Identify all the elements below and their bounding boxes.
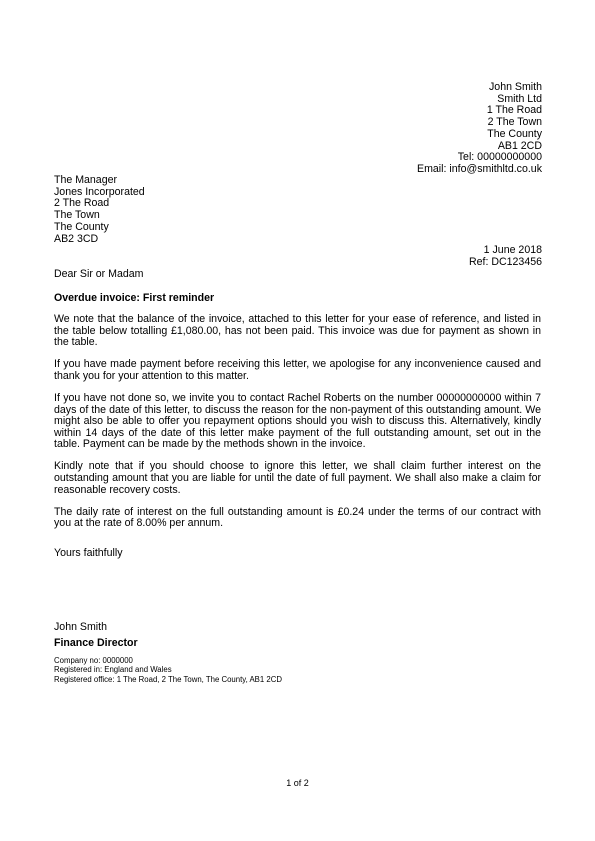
- recipient-line: The Manager: [54, 174, 118, 186]
- sender-address: [417, 82, 542, 176]
- company-registered-in: Registered in: England and Wales: [54, 665, 172, 675]
- body-paragraph: If you have made payment before receiving this letter, we apologise for any inconvenience caused and thank you for your attention to this matter.: [54, 358, 541, 382]
- sender-address-line: The County: [487, 127, 542, 140]
- sender-address-line: 2 The Town: [487, 116, 542, 129]
- company-number: Company no: 0000000: [54, 656, 133, 665]
- signer-name: John Smith: [54, 621, 107, 633]
- sender-address-line: 1 The Road: [486, 104, 542, 117]
- salutation: Dear Sir or Madam: [54, 268, 144, 280]
- recipient-line: 2 The Road: [54, 197, 110, 210]
- sender-email: Email: info@smithltd.co.uk: [417, 162, 542, 175]
- body-paragraph: Kindly note that if you should choose to ignore this letter, we shall claim further interest on the outstanding amount that you are liable for until the date of full payment. We shall also make a claim for reasonable recovery costs.: [54, 460, 541, 496]
- body-paragraph: We note that the balance of the invoice, attached to this letter for your ease of reference, and listed in the table below totalling £1,080.00, has not been paid. This invoice was due for payment as shown in the table.: [54, 313, 541, 349]
- recipient-line: The County: [54, 220, 109, 233]
- company-registration-info: [54, 656, 282, 684]
- date-reference-block: [469, 245, 542, 268]
- letter-date: 1 June 2018: [483, 244, 542, 256]
- page-number: 1 of 2: [286, 778, 309, 788]
- signer-title: Finance Director: [54, 637, 138, 649]
- letter-body: [54, 314, 541, 540]
- letter-closing: Yours faithfully: [54, 547, 123, 559]
- recipient-line: The Town: [54, 209, 100, 222]
- recipient-address: [54, 175, 145, 245]
- letter-reference: Ref: DC123456: [468, 255, 542, 268]
- sender-telephone: Tel: 00000000000: [457, 151, 542, 164]
- sender-postcode: AB1 2CD: [497, 139, 542, 152]
- recipient-postcode: AB2 3CD: [54, 232, 99, 245]
- body-paragraph: If you have not done so, we invite you to contact Rachel Roberts on the number 00000000000 within 7 days of the date of this letter, to discuss the reason for the non-payment of this outstanding amount. We might also be able to offer you repayment options should you wish to discuss this. Alternatively, kindly within 14 days of the date of this letter make payment of the full outstanding amount, set out in the table. Payment can be made by the methods shown in the invoice.: [54, 391, 541, 451]
- letter-subject: Overdue invoice: First reminder: [54, 292, 215, 304]
- recipient-company: Jones Incorporated: [54, 185, 145, 198]
- sender-name: John Smith: [489, 81, 542, 93]
- company-registered-office: Registered office: 1 The Road, 2 The Town, The County, AB1 2CD: [54, 674, 282, 684]
- body-paragraph: The daily rate of interest on the full outstanding amount is £0.24 under the terms of our contract with you at the rate of 8.00% per annum.: [54, 505, 541, 530]
- sender-company: Smith Ltd: [497, 92, 542, 105]
